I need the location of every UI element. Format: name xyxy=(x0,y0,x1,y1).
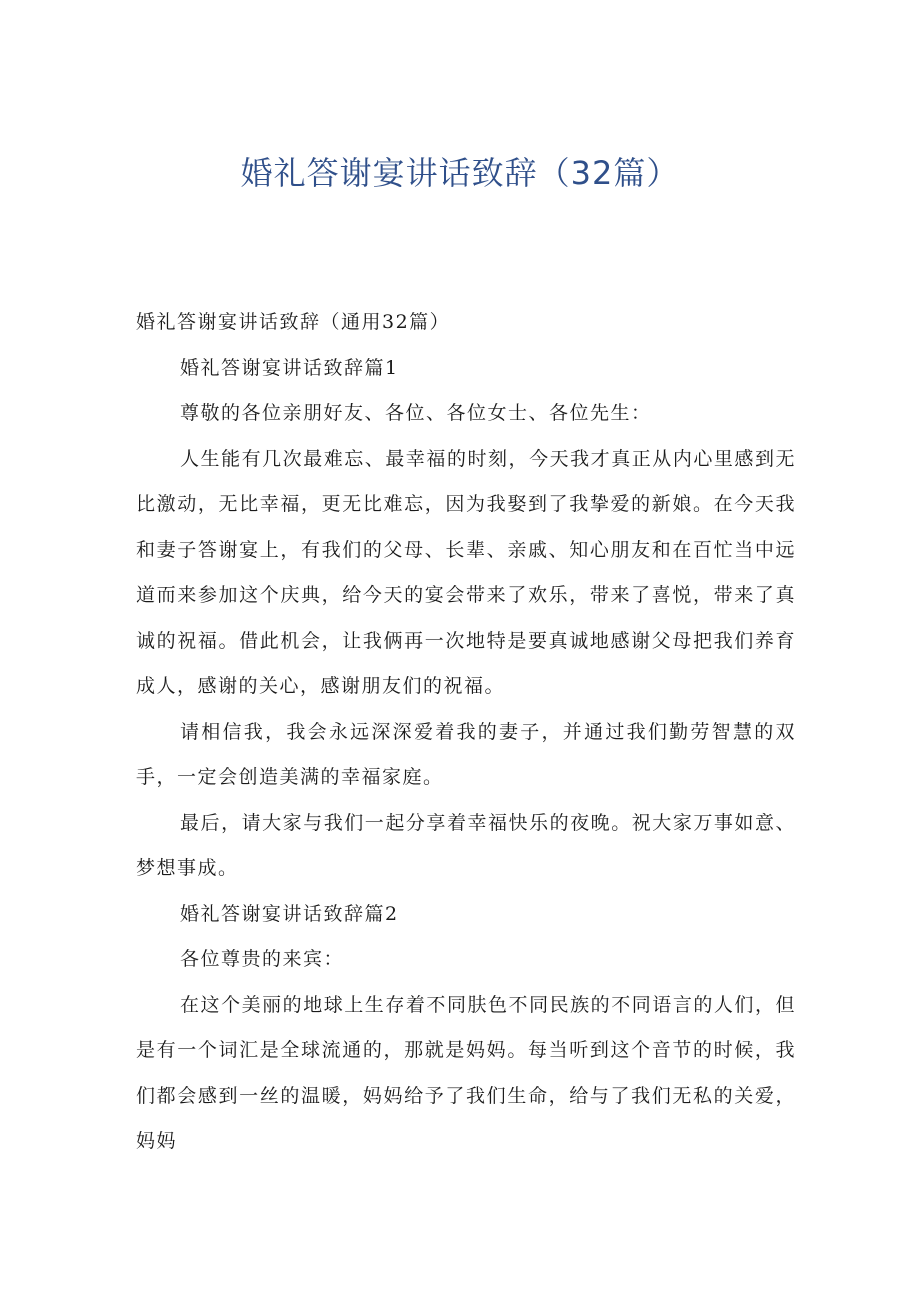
paragraph: 最后，请大家与我们一起分享着幸福快乐的夜晚。祝大家万事如意、梦想事成。 xyxy=(136,811,796,879)
document-title: 婚礼答谢宴讲话致辞（32篇） xyxy=(240,154,680,192)
paragraph: 在这个美丽的地球上生存着不同肤色不同民族的不同语言的人们，但是有一个词汇是全球流通的，那就是妈妈。每当听到这个音节的时候，我们都会感到一丝的温暖，妈妈给予了我们生命，给与了我们无私的关爱，妈妈 xyxy=(136,993,796,1152)
section-heading: 婚礼答谢宴讲话致辞篇1 xyxy=(180,356,399,379)
section-greeting: 各位尊贵的来宾： xyxy=(180,948,345,970)
paragraph: 请相信我，我会永远深深爱着我的妻子，并通过我们勤劳智慧的双手，一定会创造美满的幸福家庭。 xyxy=(136,720,796,788)
paragraph: 人生能有几次最难忘、最幸福的时刻，今天我才真正从内心里感到无比激动，无比幸福，更无比难忘，因为我娶到了我挚爱的新娘。在今天我和妻子答谢宴上，有我们的父母、长辈、亲戚、知心朋友和在百忙当中远道而来参加这个庆典，给今天的宴会带来了欢乐，带来了喜悦，带来了真诚的祝福。借此机会，让我俩再一次地特是要真诚地感谢父母把我们养育成人，感谢的关心，感谢朋友们的祝福。 xyxy=(136,447,796,697)
document-subtitle: 婚礼答谢宴讲话致辞（通用32篇） xyxy=(136,311,451,333)
section-heading: 婚礼答谢宴讲话致辞篇2 xyxy=(180,902,399,925)
section-greeting: 尊敬的各位亲朋好友、各位、各位女士、各位先生： xyxy=(180,402,652,424)
document-body xyxy=(136,300,796,1165)
